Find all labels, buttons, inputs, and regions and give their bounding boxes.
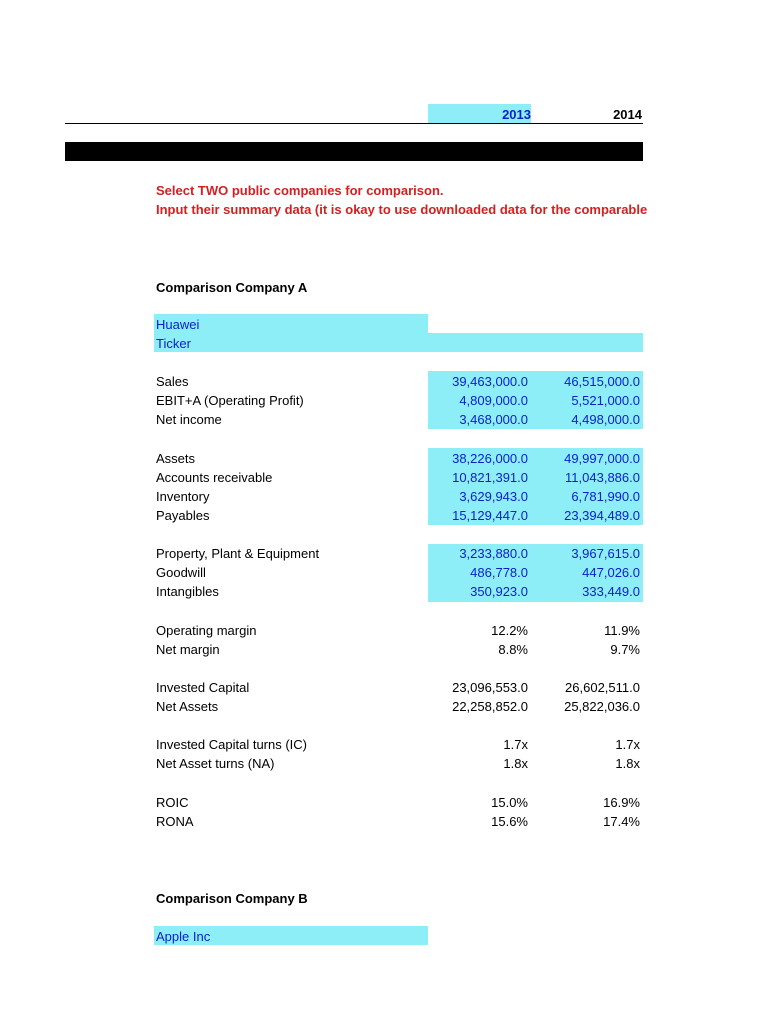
row-value-2013[interactable]: 3,468,000.0	[459, 412, 528, 427]
row-value-2014: 26,602,511.0	[565, 680, 640, 695]
row-label: Intangibles	[156, 584, 219, 599]
company-a-name[interactable]: Huawei	[156, 317, 200, 332]
row-label: Net income	[156, 412, 222, 427]
row-label: RONA	[156, 814, 194, 829]
company-b-heading: Comparison Company B	[156, 891, 308, 906]
row-value-2013: 12.2%	[491, 623, 528, 638]
header-rule	[65, 123, 643, 124]
row-value-2014: 25,822,036.0	[564, 699, 640, 714]
row-label: Operating margin	[156, 623, 257, 638]
company-b-name[interactable]: Apple Inc	[156, 929, 211, 944]
black-band	[65, 142, 643, 161]
row-label: EBIT+A (Operating Profit)	[156, 393, 304, 408]
row-value-2013: 15.6%	[491, 814, 528, 829]
row-value-2013: 8.8%	[498, 642, 528, 657]
row-label: Payables	[156, 508, 210, 523]
row-value-2013[interactable]: 15,129,447.0	[452, 508, 528, 523]
row-value-2013: 22,258,852.0	[452, 699, 528, 714]
row-value-2013[interactable]: 3,629,943.0	[459, 489, 528, 504]
row-label: Net margin	[156, 642, 220, 657]
company-a-ticker-cell[interactable]	[154, 333, 643, 352]
row-label: Net Asset turns (NA)	[156, 756, 275, 771]
row-label: Net Assets	[156, 699, 219, 714]
year-2014-header[interactable]: 2014	[613, 107, 642, 122]
company-a-ticker[interactable]: Ticker	[156, 336, 191, 351]
row-value-2014[interactable]: 23,394,489.0	[564, 508, 640, 523]
row-value-2014[interactable]: 4,498,000.0	[571, 412, 640, 427]
row-label: Sales	[156, 374, 189, 389]
row-value-2013[interactable]: 486,778.0	[470, 565, 528, 580]
row-label: Invested Capital turns (IC)	[156, 737, 308, 752]
row-value-2014: 17.4%	[603, 814, 640, 829]
row-value-2013: 1.8x	[503, 756, 528, 771]
row-value-2013: 23,096,553.0	[452, 680, 528, 695]
row-label: ROIC	[156, 795, 189, 810]
row-value-2013: 15.0%	[491, 795, 528, 810]
row-label: Accounts receivable	[156, 470, 273, 485]
row-value-2013[interactable]: 3,233,880.0	[459, 546, 528, 561]
instruction-line-1: Select TWO public companies for comparison.	[156, 183, 444, 198]
row-label: Property, Plant & Equipment	[156, 546, 320, 561]
row-value-2014[interactable]: 447,026.0	[582, 565, 640, 580]
row-value-2014[interactable]: 49,997,000.0	[564, 451, 640, 466]
row-value-2014[interactable]: 6,781,990.0	[571, 489, 640, 504]
row-value-2014: 16.9%	[603, 795, 640, 810]
row-value-2013: 1.7x	[503, 737, 528, 752]
row-value-2014[interactable]: 333,449.0	[582, 584, 640, 599]
row-value-2013[interactable]: 4,809,000.0	[459, 393, 528, 408]
row-label: Inventory	[156, 489, 210, 504]
row-value-2013[interactable]: 350,923.0	[470, 584, 528, 599]
row-value-2014[interactable]: 46,515,000.0	[564, 374, 640, 389]
row-value-2014[interactable]: 3,967,615.0	[571, 546, 640, 561]
row-value-2014[interactable]: 5,521,000.0	[571, 393, 640, 408]
row-label: Goodwill	[156, 565, 206, 580]
company-a-heading: Comparison Company A	[156, 280, 308, 295]
row-value-2013[interactable]: 38,226,000.0	[452, 451, 528, 466]
row-value-2014: 11.9%	[604, 623, 640, 638]
row-value-2013[interactable]: 10,821,391.0	[452, 470, 528, 485]
row-value-2014: 1.8x	[615, 756, 640, 771]
year-2013-header[interactable]: 2013	[502, 107, 531, 122]
row-value-2014[interactable]: 11,043,886.0	[565, 470, 640, 485]
row-value-2014: 1.7x	[615, 737, 640, 752]
row-value-2014: 9.7%	[610, 642, 640, 657]
row-label: Invested Capital	[156, 680, 250, 695]
row-value-2013[interactable]: 39,463,000.0	[452, 374, 528, 389]
row-label: Assets	[156, 451, 196, 466]
instruction-line-2: Input their summary data (it is okay to use downloaded data for the comparable	[156, 202, 648, 217]
